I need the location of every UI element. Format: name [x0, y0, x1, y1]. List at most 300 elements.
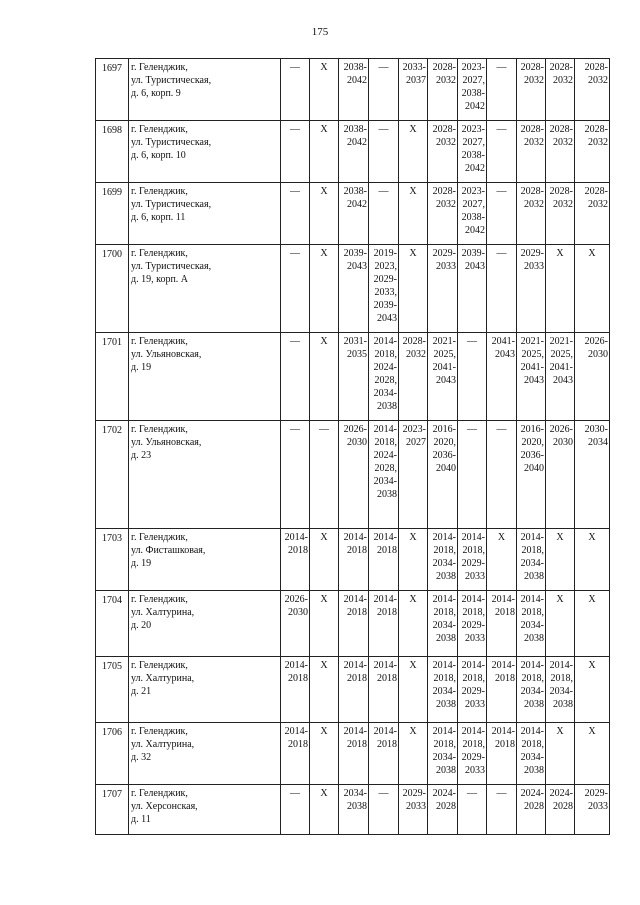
period-text: 2033: [465, 765, 485, 776]
period-text: 2033: [436, 261, 456, 272]
period-cell: [546, 785, 575, 835]
period-text: 2018,: [374, 349, 397, 360]
period-cell: [517, 333, 546, 421]
period-cell: [575, 245, 610, 333]
address-line: ул. Ульяновская,: [131, 437, 202, 448]
period-cell: [281, 723, 310, 785]
period-cell: [281, 59, 310, 121]
period-text: 2038: [436, 765, 456, 776]
period-text: 2042: [465, 101, 485, 112]
period-text: 2018: [495, 607, 515, 618]
period-cell: [339, 657, 369, 723]
period-text: 2024-: [373, 362, 397, 373]
table-row: [96, 529, 610, 591]
period-text: 2028-: [432, 186, 456, 197]
period-text: 2023-: [461, 62, 485, 73]
period-cell: [517, 529, 546, 591]
period-text: 2014-: [343, 726, 367, 737]
period-text: 2018,: [521, 545, 544, 556]
period-cell: [339, 121, 369, 183]
period-text: 2030: [288, 607, 308, 618]
period-cell: [546, 121, 575, 183]
address-line: д. 19: [131, 362, 152, 373]
period-text: 2032: [524, 199, 544, 210]
period-text: 2018: [347, 673, 367, 684]
not-applicable-mark: X: [320, 248, 328, 259]
period-text: 2030: [588, 349, 608, 360]
period-text: 2038-: [461, 212, 485, 223]
period-text: 2030: [347, 437, 367, 448]
table-row: [96, 591, 610, 657]
period-text: 2018: [288, 739, 308, 750]
row-number: 1700: [96, 245, 129, 333]
not-applicable-mark: X: [409, 726, 417, 737]
period-cell: [339, 723, 369, 785]
period-cell: [281, 785, 310, 835]
period-text: 2025,: [433, 349, 456, 360]
period-text: 2033: [465, 699, 485, 710]
period-text: 2023,: [374, 261, 397, 272]
address-line: ул. Туристическая,: [131, 261, 212, 272]
period-cell: [487, 723, 517, 785]
period-text: 2020,: [433, 437, 456, 448]
period-text: 2040: [436, 463, 456, 474]
period-text: 2032: [553, 199, 573, 210]
period-text: 2042: [465, 225, 485, 236]
period-text: 2014-: [373, 336, 397, 347]
period-text: 2038-: [343, 62, 367, 73]
period-text: 2042: [347, 75, 367, 86]
period-text: 2018: [495, 673, 515, 684]
period-text: 2021-: [432, 336, 456, 347]
dash-mark: —: [290, 424, 300, 435]
period-text: 2027: [406, 437, 426, 448]
period-text: 2014-: [284, 726, 308, 737]
period-text: 2034-: [373, 388, 397, 399]
period-cell: [281, 591, 310, 657]
address-line: г. Геленджик,: [131, 62, 188, 73]
period-cell: [369, 529, 399, 591]
period-text: 2033: [465, 571, 485, 582]
address-cell: [129, 591, 281, 657]
period-cell: [487, 421, 517, 529]
period-text: 2029-: [461, 620, 485, 631]
period-cell: [575, 421, 610, 529]
period-text: 2029-: [520, 248, 544, 259]
dash-mark: —: [378, 124, 389, 135]
period-cell: [458, 785, 487, 835]
period-cell: [310, 591, 339, 657]
period-cell: [487, 333, 517, 421]
not-applicable-mark: X: [409, 124, 417, 135]
period-text: 2024-: [432, 788, 456, 799]
period-text: 2038-: [461, 150, 485, 161]
period-text: 2041-: [432, 362, 456, 373]
period-cell: [428, 121, 458, 183]
period-text: 2018,: [462, 739, 485, 750]
not-applicable-mark: X: [320, 788, 328, 799]
period-text: 2039-: [461, 248, 485, 259]
period-text: 2034-: [520, 620, 544, 631]
not-applicable-mark: X: [556, 594, 564, 605]
period-text: 2029-: [373, 274, 397, 285]
period-text: 2027,: [462, 199, 485, 210]
period-cell: [310, 723, 339, 785]
period-cell: [339, 183, 369, 245]
period-cell: [399, 333, 428, 421]
period-text: 2014-: [461, 726, 485, 737]
period-cell: [428, 333, 458, 421]
period-text: 2043: [524, 375, 544, 386]
period-text: 2034-: [432, 752, 456, 763]
period-text: 2018: [288, 545, 308, 556]
period-text: 2016-: [520, 424, 544, 435]
period-text: 2014-: [373, 726, 397, 737]
address-line: г. Геленджик,: [131, 248, 188, 259]
period-cell: [428, 657, 458, 723]
period-text: 2028,: [374, 463, 397, 474]
address-line: г. Геленджик,: [131, 660, 188, 671]
period-text: 2014-: [373, 532, 397, 543]
period-text: 2029-: [402, 788, 426, 799]
not-applicable-mark: X: [320, 62, 328, 73]
period-text: 2042: [347, 199, 367, 210]
address-cell: [129, 121, 281, 183]
period-text: 2029-: [584, 788, 608, 799]
not-applicable-mark: X: [320, 594, 328, 605]
period-text: 2018: [347, 607, 367, 618]
period-cell: [517, 59, 546, 121]
dash-mark: —: [319, 424, 329, 435]
period-text: 2018,: [521, 607, 544, 618]
not-applicable-mark: X: [409, 186, 417, 197]
address-line: д. 32: [131, 752, 152, 763]
period-cell: [517, 421, 546, 529]
not-applicable-mark: X: [409, 660, 417, 671]
period-text: 2033-: [402, 62, 426, 73]
period-text: 2014-: [491, 726, 515, 737]
period-text: 2038: [524, 633, 544, 644]
period-text: 2021-: [520, 336, 544, 347]
period-text: 2038-: [343, 124, 367, 135]
period-text: 2025,: [521, 349, 544, 360]
period-text: 2034-: [549, 686, 573, 697]
dash-mark: —: [290, 248, 300, 259]
period-text: 2014-: [284, 660, 308, 671]
period-text: 2018,: [550, 673, 573, 684]
row-number: 1698: [96, 121, 129, 183]
not-applicable-mark: X: [320, 726, 328, 737]
period-text: 2034-: [520, 752, 544, 763]
not-applicable-mark: X: [588, 248, 596, 259]
period-text: 2018,: [433, 739, 456, 750]
address-cell: [129, 245, 281, 333]
period-text: 2043: [436, 375, 456, 386]
period-text: 2038: [524, 571, 544, 582]
period-cell: [369, 723, 399, 785]
period-cell: [399, 421, 428, 529]
address-line: д. 11: [131, 814, 151, 825]
period-text: 2032: [588, 199, 608, 210]
address-line: ул. Херсонская,: [131, 801, 198, 812]
period-text: 2014-: [432, 594, 456, 605]
period-cell: [310, 529, 339, 591]
dash-mark: —: [290, 62, 300, 73]
not-applicable-mark: X: [409, 594, 417, 605]
not-applicable-mark: X: [320, 532, 328, 543]
not-applicable-mark: X: [588, 532, 596, 543]
period-text: 2032: [406, 349, 426, 360]
period-text: 2038: [436, 633, 456, 644]
period-text: 2038: [377, 489, 397, 500]
period-cell: [487, 245, 517, 333]
period-cell: [487, 591, 517, 657]
period-text: 2021-: [549, 336, 573, 347]
period-text: 2035: [347, 349, 367, 360]
period-cell: [575, 657, 610, 723]
period-cell: [339, 245, 369, 333]
address-line: ул. Халтурина,: [131, 607, 195, 618]
period-cell: [399, 723, 428, 785]
period-cell: [369, 785, 399, 835]
period-cell: [428, 183, 458, 245]
period-text: 2025,: [550, 349, 573, 360]
period-text: 2030: [553, 437, 573, 448]
period-cell: [281, 421, 310, 529]
dash-mark: —: [467, 788, 477, 799]
period-text: 2018,: [521, 739, 544, 750]
period-cell: [339, 421, 369, 529]
period-cell: [487, 529, 517, 591]
period-text: 2043: [377, 313, 397, 324]
period-text: 2020,: [521, 437, 544, 448]
period-text: 2028-: [520, 186, 544, 197]
not-applicable-mark: X: [588, 594, 596, 605]
period-text: 2034-: [343, 788, 367, 799]
period-text: 2038: [553, 699, 573, 710]
dash-mark: —: [496, 124, 507, 135]
period-text: 2034-: [520, 558, 544, 569]
period-text: 2040: [524, 463, 544, 474]
period-text: 2041-: [520, 362, 544, 373]
period-cell: [458, 59, 487, 121]
dash-mark: —: [378, 62, 389, 73]
period-text: 2029-: [432, 248, 456, 259]
address-line: г. Геленджик,: [131, 186, 188, 197]
period-cell: [428, 529, 458, 591]
address-line: д. 19: [131, 558, 152, 569]
address-line: г. Геленджик,: [131, 532, 188, 543]
period-text: 2028-: [549, 62, 573, 73]
period-text: 2018,: [462, 673, 485, 684]
table-row: [96, 333, 610, 421]
row-number: 1703: [96, 529, 129, 591]
period-cell: [369, 245, 399, 333]
table-row: [96, 183, 610, 245]
period-cell: [487, 183, 517, 245]
address-line: ул. Халтурина,: [131, 739, 195, 750]
period-text: 2014-: [520, 594, 544, 605]
period-text: 2038: [524, 765, 544, 776]
period-cell: [339, 591, 369, 657]
period-text: 2018: [347, 739, 367, 750]
dash-mark: —: [496, 62, 507, 73]
address-cell: [129, 529, 281, 591]
period-text: 2014-: [373, 594, 397, 605]
period-cell: [546, 183, 575, 245]
period-cell: [310, 59, 339, 121]
period-cell: [517, 785, 546, 835]
period-cell: [399, 183, 428, 245]
period-cell: [575, 59, 610, 121]
table-row: [96, 723, 610, 785]
period-text: 2018,: [433, 607, 456, 618]
period-cell: [546, 657, 575, 723]
period-text: 2041-: [549, 362, 573, 373]
table-row: [96, 59, 610, 121]
period-cell: [458, 529, 487, 591]
period-text: 2031-: [343, 336, 367, 347]
period-cell: [428, 59, 458, 121]
dash-mark: —: [496, 248, 507, 259]
period-text: 2018: [495, 739, 515, 750]
period-text: 2014-: [461, 660, 485, 671]
period-text: 2038: [436, 699, 456, 710]
period-text: 2032: [588, 137, 608, 148]
period-cell: [517, 245, 546, 333]
period-text: 2038-: [343, 186, 367, 197]
period-text: 2033: [465, 633, 485, 644]
period-text: 2018,: [521, 673, 544, 684]
period-cell: [458, 245, 487, 333]
period-text: 2014-: [520, 660, 544, 671]
period-cell: [575, 723, 610, 785]
period-cell: [339, 529, 369, 591]
period-cell: [546, 591, 575, 657]
period-text: 2032: [436, 137, 456, 148]
period-text: 2014-: [373, 660, 397, 671]
period-text: 2032: [524, 75, 544, 86]
row-number: 1706: [96, 723, 129, 785]
period-cell: [428, 785, 458, 835]
period-text: 2014-: [461, 532, 485, 543]
period-text: 2028-: [520, 62, 544, 73]
period-text: 2028-: [584, 62, 608, 73]
address-line: г. Геленджик,: [131, 336, 188, 347]
table-row: [96, 245, 610, 333]
row-number: 1705: [96, 657, 129, 723]
address-cell: [129, 59, 281, 121]
period-text: 2030-: [584, 424, 608, 435]
period-text: 2014-: [343, 660, 367, 671]
period-text: 2014-: [432, 532, 456, 543]
period-text: 2018,: [462, 607, 485, 618]
period-cell: [369, 183, 399, 245]
period-cell: [310, 657, 339, 723]
not-applicable-mark: X: [556, 532, 564, 543]
period-text: 2026-: [284, 594, 308, 605]
period-cell: [517, 591, 546, 657]
period-text: 2034-: [432, 620, 456, 631]
period-text: 2018: [377, 545, 397, 556]
period-cell: [458, 723, 487, 785]
period-text: 2027,: [462, 75, 485, 86]
period-cell: [281, 121, 310, 183]
period-text: 2029-: [461, 752, 485, 763]
dash-mark: —: [496, 788, 507, 799]
dash-mark: —: [290, 336, 300, 347]
not-applicable-mark: X: [588, 726, 596, 737]
period-text: 2038: [524, 699, 544, 710]
dash-mark: —: [378, 788, 389, 799]
period-text: 2038: [377, 401, 397, 412]
period-text: 2018,: [374, 437, 397, 448]
dash-mark: —: [496, 186, 507, 197]
period-text: 2028-: [549, 186, 573, 197]
period-cell: [575, 333, 610, 421]
table-row: [96, 785, 610, 835]
table-row: [96, 121, 610, 183]
not-applicable-mark: X: [409, 248, 417, 259]
address-line: г. Геленджик,: [131, 788, 188, 799]
period-text: 2033,: [374, 287, 397, 298]
period-cell: [369, 333, 399, 421]
period-text: 2018: [288, 673, 308, 684]
period-cell: [575, 121, 610, 183]
address-line: ул. Туристическая,: [131, 75, 212, 86]
period-cell: [458, 333, 487, 421]
address-line: д. 19, корп. А: [131, 274, 189, 285]
period-cell: [487, 785, 517, 835]
dash-mark: —: [290, 788, 300, 799]
period-text: 2026-: [549, 424, 573, 435]
address-line: г. Геленджик,: [131, 594, 188, 605]
period-cell: [369, 421, 399, 529]
period-cell: [428, 723, 458, 785]
address-cell: [129, 183, 281, 245]
period-text: 2033: [524, 261, 544, 272]
period-cell: [517, 723, 546, 785]
row-number: 1701: [96, 333, 129, 421]
row-number: 1697: [96, 59, 129, 121]
period-text: 2014-: [520, 726, 544, 737]
period-text: 2028-: [432, 124, 456, 135]
address-line: ул. Ульяновская,: [131, 349, 202, 360]
period-text: 2039-: [373, 300, 397, 311]
period-text: 2024-: [549, 788, 573, 799]
period-cell: [575, 785, 610, 835]
period-cell: [428, 421, 458, 529]
not-applicable-mark: X: [556, 248, 564, 259]
dash-mark: —: [467, 424, 477, 435]
period-cell: [517, 657, 546, 723]
period-text: 2028,: [374, 375, 397, 386]
period-text: 2029-: [461, 686, 485, 697]
period-cell: [369, 591, 399, 657]
table-row: [96, 421, 610, 529]
period-text: 2043: [553, 375, 573, 386]
period-text: 2039-: [343, 248, 367, 259]
period-text: 2014-: [549, 660, 573, 671]
period-text: 2034-: [520, 686, 544, 697]
period-cell: [310, 245, 339, 333]
period-cell: [458, 657, 487, 723]
period-cell: [310, 333, 339, 421]
period-cell: [458, 591, 487, 657]
period-text: 2018: [377, 739, 397, 750]
period-text: 2023-: [461, 124, 485, 135]
period-text: 2038: [347, 801, 367, 812]
